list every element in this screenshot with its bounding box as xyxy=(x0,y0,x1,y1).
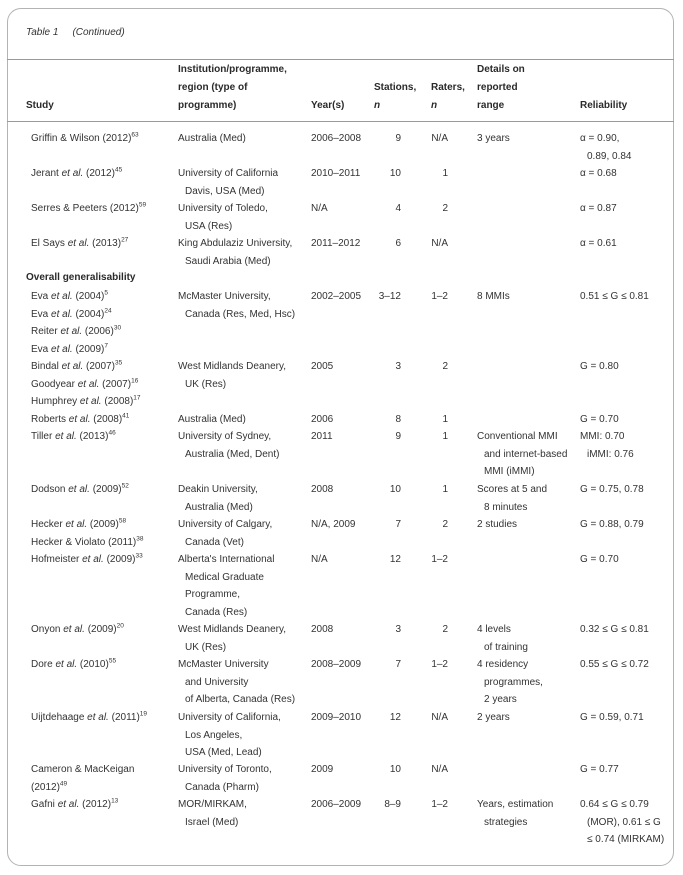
cell-year: 2011 xyxy=(311,431,333,442)
cell-study xyxy=(31,288,121,358)
cell-year: 2006 xyxy=(311,414,334,425)
cell-raters: 1 xyxy=(442,484,448,495)
institution-line: West Midlands Deanery, xyxy=(178,361,287,372)
study-citation: Humphrey et al. (2008)$^{17}$ xyxy=(31,394,141,407)
cell-year: 2006–2008 xyxy=(311,133,362,144)
cell-stations: 8–9 xyxy=(384,799,401,810)
cell-stations: 10 xyxy=(389,764,401,775)
header-reliability: Reliability xyxy=(580,100,628,111)
institution-line: McMaster University, xyxy=(178,291,271,302)
cell-institution xyxy=(178,796,247,831)
reference-number: 33 xyxy=(135,552,143,560)
cell-institution xyxy=(178,130,246,148)
reference-number: 24 xyxy=(104,307,112,315)
study-citation: Eva et al. (2004)$^5$ xyxy=(31,289,109,302)
cell-institution xyxy=(178,481,258,516)
reliability-line: (MOR), 0.61 ≤ G xyxy=(587,816,661,828)
cell-details xyxy=(477,621,528,656)
cell-year: 2008 xyxy=(311,624,334,635)
cell-institution xyxy=(178,621,286,656)
study-citation: Serres & Peeters (2012)$^{59}$ xyxy=(31,201,147,214)
cell-study xyxy=(31,200,146,218)
cell-year: 2008 xyxy=(311,484,334,495)
details-line: Scores at 5 and xyxy=(477,484,548,495)
study-citation: Jerant et al. (2012)$^{45}$ xyxy=(31,166,123,179)
details-line: 4 residency xyxy=(477,659,529,670)
reliability-line: G = 0.70 xyxy=(580,554,619,565)
cell-study xyxy=(31,761,134,796)
cell-stations: 7 xyxy=(395,659,401,670)
cell-year: 2002–2005 xyxy=(311,291,362,302)
reliability-line: G = 0.59, 0.71 xyxy=(580,712,644,723)
cell-year: 2011–2012 xyxy=(311,238,361,249)
study-citation: Uijtdehaage et al. (2011)$^{19}$ xyxy=(31,710,148,723)
cell-study xyxy=(31,411,129,429)
table-caption xyxy=(26,27,125,38)
cell-reliability xyxy=(580,761,619,779)
reliability-line: 0.55 ≤ G ≤ 0.72 xyxy=(580,659,649,670)
reliability-line: 0.64 ≤ G ≤ 0.79 xyxy=(580,799,649,810)
header-raters: Raters, n xyxy=(431,82,465,111)
cell-raters: N/A xyxy=(431,133,448,144)
header-study: Study xyxy=(26,100,54,111)
cell-stations: 3–12 xyxy=(378,291,401,302)
institution-line: Alberta's International xyxy=(178,554,275,565)
institution-line: Canada (Res) xyxy=(185,606,248,618)
study-citation: Eva et al. (2004)$^{24}$ xyxy=(31,307,112,320)
institution-line: Deakin University, xyxy=(178,484,258,495)
cell-details xyxy=(477,288,510,306)
cell-institution xyxy=(178,165,278,200)
institution-line: University of Sydney, xyxy=(178,431,272,442)
reliability-line: G = 0.75, 0.78 xyxy=(580,484,644,495)
cell-raters: 2 xyxy=(442,624,448,635)
cell-details xyxy=(477,481,547,516)
reliability-line: iMMI: 0.76 xyxy=(587,448,634,460)
cell-year: 2005 xyxy=(311,361,334,372)
details-line: 2 years xyxy=(477,712,510,723)
cell-year: N/A, 2009 xyxy=(311,519,356,530)
details-line: of training xyxy=(484,641,528,653)
cell-reliability xyxy=(580,709,644,727)
reference-number: 49 xyxy=(59,780,68,788)
study-citation: Eva et al. (2009)$^7$ xyxy=(31,342,109,355)
cell-reliability xyxy=(580,288,649,306)
cell-reliability xyxy=(580,656,649,674)
header-rule xyxy=(7,121,674,122)
institution-line: Medical Graduate xyxy=(185,571,264,583)
details-line: 3 years xyxy=(477,133,510,144)
cell-stations: 10 xyxy=(389,168,401,179)
cell-institution xyxy=(178,428,279,463)
reference-number: 41 xyxy=(122,412,130,420)
institution-line: Australia (Med) xyxy=(178,133,246,144)
cell-study xyxy=(31,551,143,569)
cell-reliability xyxy=(580,551,619,569)
reliability-line: MMI: 0.70 xyxy=(580,431,625,442)
cell-year: N/A xyxy=(311,203,328,214)
reference-number: 30 xyxy=(113,324,122,332)
reference-number: 55 xyxy=(108,657,117,665)
reference-number: 19 xyxy=(139,710,148,718)
reliability-line: 0.89, 0.84 xyxy=(587,150,632,162)
details-line: and internet-based xyxy=(484,448,568,460)
top-rule xyxy=(7,59,674,60)
reference-number: 45 xyxy=(114,166,123,174)
cell-raters: 1 xyxy=(442,414,448,425)
institution-line: Israel (Med) xyxy=(185,816,239,828)
study-citation: Griffin & Wilson (2012)$^{63}$ xyxy=(31,131,139,144)
study-citation: Hecker et al. (2009)$^{58}$ xyxy=(31,517,127,530)
cell-year: 2009–2010 xyxy=(311,712,362,723)
cell-raters: N/A xyxy=(431,238,448,249)
study-citation: (2012)$^{49}$ xyxy=(31,780,68,793)
institution-line: of Alberta, Canada (Res) xyxy=(185,694,296,705)
cell-stations: 8 xyxy=(395,414,401,425)
cell-raters: 1–2 xyxy=(431,554,448,565)
cell-raters: 2 xyxy=(442,519,448,530)
study-citation: Dore et al. (2010)$^{55}$ xyxy=(31,657,117,670)
reference-number: 7 xyxy=(104,342,109,350)
details-line: 8 MMIs xyxy=(477,291,510,302)
study-citation: Dodson et al. (2009)$^{52}$ xyxy=(31,482,129,495)
reference-number: 27 xyxy=(121,236,129,244)
institution-line: Canada (Vet) xyxy=(185,536,244,548)
cell-stations: 12 xyxy=(389,712,401,723)
reliability-line: α = 0.68 xyxy=(580,168,617,179)
reliability-line: 0.32 ≤ G ≤ 0.81 xyxy=(580,624,649,635)
reliability-line: α = 0.87 xyxy=(580,203,617,214)
cell-institution xyxy=(178,411,246,429)
cell-raters: 1 xyxy=(442,431,448,442)
cell-institution xyxy=(178,235,292,270)
study-citation: Onyon et al. (2009)$^{20}$ xyxy=(31,622,124,635)
header-year: Year(s) xyxy=(311,100,345,111)
cell-institution xyxy=(178,358,286,393)
cell-year: 2010–2011 xyxy=(311,168,361,179)
institution-line: Australia (Med) xyxy=(185,501,253,513)
cell-study xyxy=(31,709,147,727)
cell-reliability xyxy=(580,481,644,499)
section-overall-generalisability: Overall generalisability xyxy=(26,272,136,283)
institution-line: West Midlands Deanery, xyxy=(178,624,287,635)
study-citation: Cameron & MacKeigan xyxy=(31,764,135,775)
reliability-line: α = 0.90, xyxy=(580,133,620,144)
details-line: Conventional MMI xyxy=(477,431,558,442)
institution-line: University of California xyxy=(178,168,279,179)
cell-details xyxy=(477,656,543,709)
study-citation: Gafni et al. (2012)$^{13}$ xyxy=(31,797,119,810)
cell-study xyxy=(31,165,122,183)
cell-details xyxy=(477,516,517,534)
institution-line: University of Toledo, xyxy=(178,203,268,214)
institution-line: MOR/MIRKAM, xyxy=(178,799,247,810)
institution-line: Australia (Med) xyxy=(178,414,246,425)
details-line: 2 years xyxy=(484,694,517,705)
cell-study xyxy=(31,516,143,551)
details-line: MMI (iMMI) xyxy=(484,466,535,477)
institution-line: University of California, xyxy=(178,712,281,723)
reliability-line: 0.51 ≤ G ≤ 0.81 xyxy=(580,291,649,302)
caption-continued: (Continued) xyxy=(72,27,125,38)
cell-year: 2009 xyxy=(311,764,334,775)
details-line: Years, estimation xyxy=(477,799,554,810)
cell-raters: 2 xyxy=(442,361,448,372)
cell-institution xyxy=(178,288,295,323)
header-institution: Institution/programme, region (type of programme) xyxy=(178,64,287,111)
reliability-line: G = 0.80 xyxy=(580,361,619,372)
reliability-line: G = 0.70 xyxy=(580,414,619,425)
details-line: programmes, xyxy=(484,676,543,688)
cell-reliability xyxy=(580,516,644,534)
cell-stations: 9 xyxy=(395,133,401,144)
cell-reliability xyxy=(580,411,619,429)
cell-institution xyxy=(178,761,272,796)
cell-study xyxy=(31,481,129,499)
institution-line: King Abdulaziz University, xyxy=(178,238,293,249)
cell-stations: 3 xyxy=(395,361,401,372)
reliability-line: α = 0.61 xyxy=(580,238,617,249)
study-citation: Roberts et al. (2008)$^{41}$ xyxy=(31,412,130,425)
reference-number: 5 xyxy=(104,289,109,297)
cell-reliability xyxy=(580,130,631,165)
cell-raters: N/A xyxy=(431,712,448,723)
reference-number: 58 xyxy=(118,517,127,525)
cell-study xyxy=(31,428,116,446)
institution-line: Saudi Arabia (Med) xyxy=(185,255,271,267)
cell-study xyxy=(31,235,128,253)
study-citation: Bindal et al. (2007)$^{35}$ xyxy=(31,359,123,372)
institution-line: UK (Res) xyxy=(185,641,227,653)
cell-reliability xyxy=(580,235,617,253)
cell-details xyxy=(477,796,553,831)
reliability-line: G = 0.88, 0.79 xyxy=(580,519,644,530)
cell-institution xyxy=(178,709,281,762)
institution-line: UK (Res) xyxy=(185,378,227,390)
reliability-line: ≤ 0.74 (MIRKAM) xyxy=(587,834,665,845)
cell-raters: 1–2 xyxy=(431,291,448,302)
cell-study xyxy=(31,621,124,639)
cell-stations: 3 xyxy=(395,624,401,635)
institution-line: Los Angeles, xyxy=(185,729,243,741)
reference-number: 46 xyxy=(108,429,116,437)
institution-line: McMaster University xyxy=(178,659,269,670)
study-citation: El Says et al. (2013)$^{27}$ xyxy=(31,236,129,249)
institution-line: University of Toronto, xyxy=(178,764,272,775)
details-line: strategies xyxy=(484,816,528,828)
reference-number: 52 xyxy=(121,482,129,490)
institution-line: USA (Res) xyxy=(185,220,233,232)
reference-number: 38 xyxy=(136,535,144,543)
cell-year: 2006–2009 xyxy=(311,799,362,810)
cell-study xyxy=(31,130,139,148)
institution-line: Davis, USA (Med) xyxy=(185,185,265,197)
cell-study xyxy=(31,796,118,814)
reference-number: 35 xyxy=(114,359,123,367)
details-line: 4 levels xyxy=(477,624,511,635)
study-citation: Reiter et al. (2006)$^{30}$ xyxy=(31,324,122,337)
cell-raters: N/A xyxy=(431,764,448,775)
reference-number: 59 xyxy=(138,201,147,209)
cell-reliability xyxy=(580,358,619,376)
cell-stations: 9 xyxy=(395,431,401,442)
cell-stations: 6 xyxy=(395,238,401,249)
institution-line: Canada (Pharm) xyxy=(185,781,259,793)
reference-number: 16 xyxy=(131,377,139,385)
cell-institution xyxy=(178,656,295,709)
cell-study xyxy=(31,358,141,411)
caption-label: Table 1 xyxy=(26,27,59,38)
cell-raters: 1 xyxy=(442,168,448,179)
cell-details xyxy=(477,709,510,727)
cell-stations: 7 xyxy=(395,519,401,530)
institution-line: Australia (Med, Dent) xyxy=(185,448,280,460)
cell-institution xyxy=(178,516,272,551)
study-citation: Goodyear et al. (2007)$^{16}$ xyxy=(31,377,139,390)
cell-year: N/A xyxy=(311,554,328,565)
cell-stations: 4 xyxy=(395,203,401,214)
cell-raters: 2 xyxy=(442,203,448,214)
cell-study xyxy=(31,656,116,674)
details-line: 8 minutes xyxy=(484,501,528,513)
institution-line: University of Calgary, xyxy=(178,519,273,530)
cell-reliability xyxy=(580,796,664,849)
institution-line: Programme, xyxy=(185,589,241,600)
header-details: Details on reported range xyxy=(477,64,525,111)
cell-year: 2008–2009 xyxy=(311,659,362,670)
cell-reliability xyxy=(580,200,617,218)
cell-reliability xyxy=(580,428,634,463)
cell-stations: 12 xyxy=(389,554,401,565)
cell-raters: 1–2 xyxy=(431,799,448,810)
reference-number: 17 xyxy=(133,394,141,402)
study-citation: Hecker & Violato (2011)$^{38}$ xyxy=(31,535,144,548)
reference-number: 63 xyxy=(131,131,139,139)
cell-details xyxy=(477,130,510,148)
cell-stations: 10 xyxy=(389,484,401,495)
cell-raters: 1–2 xyxy=(431,659,448,670)
cell-details xyxy=(477,428,567,481)
details-line: 2 studies xyxy=(477,519,518,530)
institution-line: Canada (Res, Med, Hsc) xyxy=(185,308,296,320)
reference-number: 13 xyxy=(111,797,119,805)
cell-reliability xyxy=(580,621,649,639)
study-citation: Tiller et al. (2013)$^{46}$ xyxy=(31,429,116,442)
institution-line: USA (Med, Lead) xyxy=(185,747,262,758)
study-citation: Hofmeister et al. (2009)$^{33}$ xyxy=(31,552,143,565)
reliability-line: G = 0.77 xyxy=(580,764,619,775)
cell-institution xyxy=(178,551,274,621)
institution-line: and University xyxy=(185,676,249,688)
header-stations: Stations, n xyxy=(374,82,417,111)
reference-number: 20 xyxy=(116,622,124,630)
cell-reliability xyxy=(580,165,617,183)
cell-institution xyxy=(178,200,268,235)
